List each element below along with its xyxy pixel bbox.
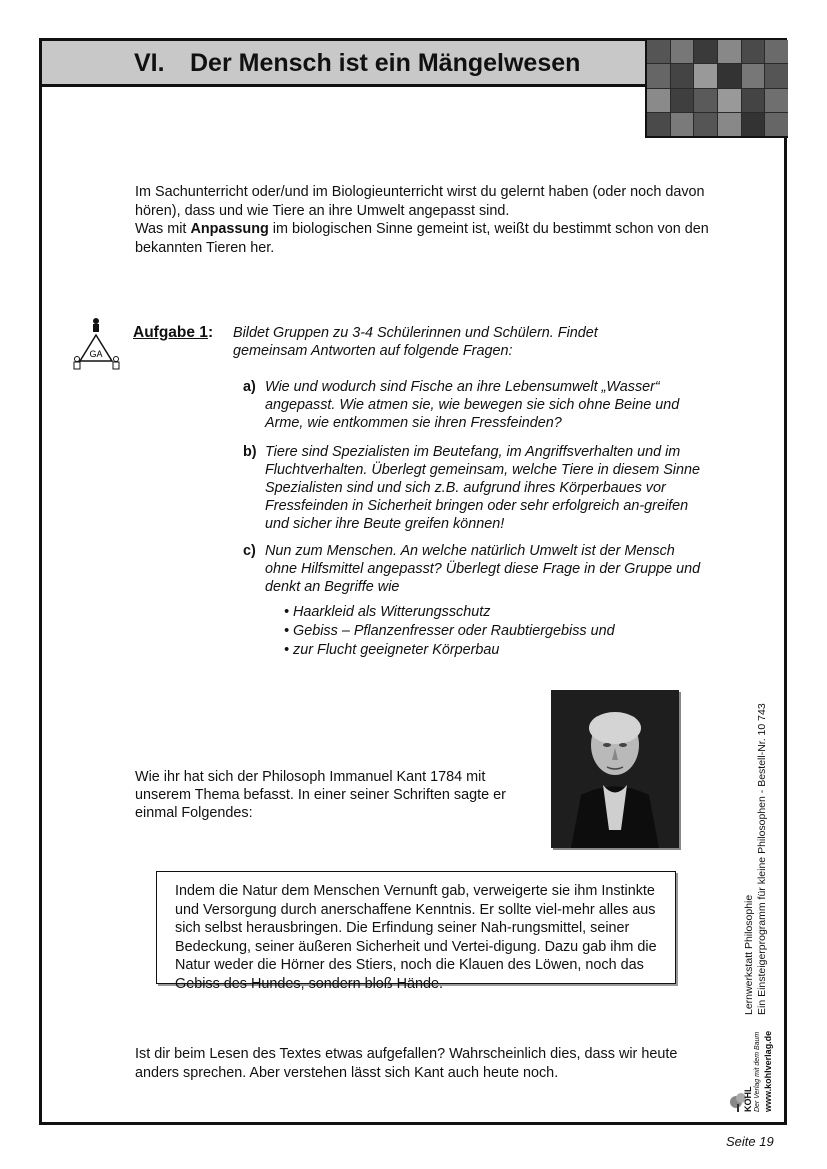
anpassung-term: Anpassung <box>190 221 269 237</box>
ga-label: GA <box>89 349 103 359</box>
kant-portrait-image <box>551 690 679 848</box>
philosopher-portraits-image <box>645 40 788 138</box>
task-label: Aufgabe 1 <box>133 324 208 341</box>
page-number: Seite 19 <box>726 1134 774 1149</box>
publisher-name: KOHL <box>743 1086 753 1112</box>
question-letter: a) <box>243 379 256 395</box>
page-title: Der Mensch ist ein Mängelwesen <box>190 49 581 77</box>
list-item: • Gebiss – Pflanzenfresser oder Raubtiergebiss und <box>284 623 615 639</box>
question-b <box>243 443 703 533</box>
question-text: Nun zum Menschen. An welche natürlich Umwelt ist der Mensch ohne Hilfsmittel angepasst? Überlegt diese Frage in der Gruppe und denkt an Begriffe wie <box>265 543 701 595</box>
question-c <box>243 542 703 596</box>
task-instructions: Bildet Gruppen zu 3-4 Schülerinnen und Schülern. Findet gemeinsam Antworten auf folgende Fragen: <box>233 325 598 359</box>
intro-line-2-start: Was mit <box>135 221 191 237</box>
kant-intro-text: Wie ihr hat sich der Philosoph Immanuel Kant 1784 mit unserem Thema befasst. In einer seiner Schriften sagte er einmal Folgendes: <box>135 769 506 821</box>
intro-line-2-end: im biologischen Sinne gemeint ist, weißt du bestimmt schon von den bekannten Tieren her. <box>135 221 709 256</box>
series-subtitle: Ein Einsteigerprogramm für kleine Philosophen - Bestell-Nr. 10 743 <box>756 703 768 1015</box>
side-credits <box>743 703 769 1015</box>
publisher-block <box>743 1031 773 1112</box>
question-text: Tiere sind Spezialisten im Beutefang, im Angriffsverhalten und im Fluchtverhalten. Überlegt gemeinsam, welche Tiere in diesem Sinne Spezialisten sind und sich z.B. aufgrund ihres Körperbaues vor Fressfeinden in Sicherheit bringen oder sehr erfolgreich an-greifen und sicher ihre Beute greifen können! <box>265 444 701 532</box>
title-bar <box>42 41 646 87</box>
list-item: • zur Flucht geeigneter Körperbau <box>284 642 500 658</box>
closing-text: Ist dir beim Lesen des Textes etwas aufgefallen? Wahrscheinlich dies, dass wir heute anders sprechen. Aber verstehen lässt sich Kant auch heute noch. <box>135 1046 678 1081</box>
kant-quote: Indem die Natur dem Menschen Vernunft gab, verweigerte sie ihm Instinkte und Versorgung durch anerschaffene Kenntnis. Er sollte viel-mehr alles aus sich selbst herausbringen. Die Erfindung seiner Nah-rungsmittel, seiner Bedeckung, seiner äußeren Sicherheit und Vertei-digung. Dazu gab ihm die Natur weder die Hörner des Stiers, noch die Klauen des Löwen, noch das Gebiss des Hundes, sondern bloß Hände. <box>175 883 657 992</box>
task-colon: : <box>207 324 214 341</box>
group-work-icon <box>72 317 122 377</box>
question-text: Wie und wodurch sind Fische an ihre Lebensumwelt „Wasser“ angepasst. Wie atmen sie, wie bewegen sie sich ohne Beine und Arme, wie entkommen sie ihren Fressfeinden? <box>265 379 680 431</box>
intro-line-2 <box>135 220 715 257</box>
intro-line-1: Im Sachunterricht oder/und im Biologieunterricht wirst du gelernt haben (oder noch davon hören), dass und wie Tiere an ihre Umwelt angepasst sind. <box>135 184 705 219</box>
question-letter: c) <box>243 543 256 559</box>
series-title: Lernwerkstatt Philosophie <box>743 894 755 1015</box>
bullet-list <box>284 603 615 660</box>
publisher-tagline: Der Verlag mit dem Baum <box>754 1031 761 1112</box>
question-letter: b) <box>243 444 257 460</box>
task-heading <box>133 324 213 342</box>
intro-text <box>135 183 715 257</box>
publisher-url: www.kohlverlag.de <box>763 1030 773 1112</box>
list-item: • Haarkleid als Witterungsschutz <box>284 604 491 620</box>
chapter-number: VI. <box>134 49 165 77</box>
question-a <box>243 378 703 432</box>
